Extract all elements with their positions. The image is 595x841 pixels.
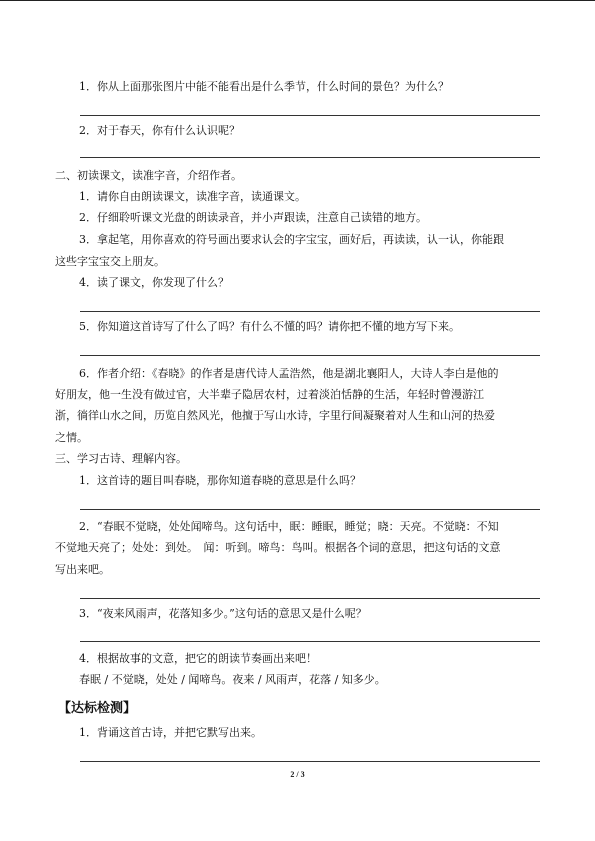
- answer-line-7[interactable]: [80, 641, 540, 642]
- section-2-item-1: 1．请你自由朗读课文，读准字音，读通课文。: [79, 190, 306, 203]
- check-heading: 【达标检测】: [58, 701, 137, 716]
- author-intro-1: 6．作者介绍：《春晓》的作者是唐代诗人孟浩然，他是湖北襄阳人，大诗人李白是他的: [79, 367, 499, 380]
- author-intro-2: 好朋友，他一生没有做过官，大半辈子隐居农村，过着淡泊恬静的生活，年轻时曾漫游江: [55, 388, 484, 401]
- page-number: 2 / 3: [290, 770, 305, 779]
- question-2: 2．对于春天，你有什么认识呢？: [79, 124, 240, 137]
- check-item-1: 1．背诵这首古诗，并把它默写出来。: [79, 726, 262, 739]
- section-3-item-2-cont-2: 写出来吧。: [55, 563, 110, 576]
- section-3-item-4: 4．根据故事的文意，把它的朗读节奏画出来吧！: [79, 652, 317, 665]
- section-2-item-3: 3．拿起笔，用你喜欢的符号画出要求认会的字宝宝，画好后，再读读，认一认，你能跟: [79, 233, 504, 246]
- section-3-item-3: 3．“夜来风雨声，花落知多少。”这句话的意思又是什么呢？: [79, 607, 367, 620]
- section-2-item-5: 5．你知道这首诗写了什么了吗？有什么不懂的吗？请你把不懂的地方写下来。: [79, 320, 460, 333]
- answer-line-8[interactable]: [80, 761, 540, 762]
- section-2-item-3-cont: 这些字宝宝交上朋友。: [55, 255, 165, 268]
- top-border: [0, 0, 595, 1]
- answer-line-5[interactable]: [80, 509, 540, 510]
- answer-line-2[interactable]: [80, 157, 540, 158]
- section-3-heading: 三、学习古诗、理解内容。: [55, 452, 187, 465]
- question-1: 1．你从上面那张图片中能不能看出是什么季节，什么时间的景色？为什么？: [79, 80, 449, 93]
- author-intro-3: 浙，徜徉山水之间，历览自然风光，他擅于写山水诗，字里行间凝聚着对人生和山河的热爱: [55, 409, 495, 422]
- answer-line-4[interactable]: [80, 355, 540, 356]
- section-2-heading: 二、初读课文，读准字音，介绍作者。: [55, 169, 242, 182]
- answer-line-6[interactable]: [80, 598, 540, 599]
- section-3-item-2: 2．“春眠不觉晓，处处闻啼鸟。这句话中，眠：睡眠，睡觉；晓：天亮。不觉晓：不知: [79, 520, 499, 533]
- section-3-item-2-cont: 不觉地天亮了；处处：到处。 闻：听到。啼鸟：鸟叫。根据各个词的意思，把这句话的文意: [55, 541, 501, 554]
- section-3-item-1: 1．这首诗的题目叫春晓，那你知道春晓的意思是什么吗？: [79, 474, 361, 487]
- answer-line-3[interactable]: [80, 311, 540, 312]
- section-2-item-4: 4．读了课文，你发现了什么？: [79, 276, 229, 289]
- answer-line-1[interactable]: [80, 115, 540, 116]
- author-intro-4: 之情。: [55, 431, 88, 444]
- section-2-item-2: 2．仔细聆听课文光盘的朗读录音，并小声跟读，注意自己读错的地方。: [79, 211, 427, 224]
- poem-rhythm: 春眠 / 不觉晓，处处 / 闻啼鸟。夜来 / 风雨声，花落 / 知多少。: [79, 673, 386, 686]
